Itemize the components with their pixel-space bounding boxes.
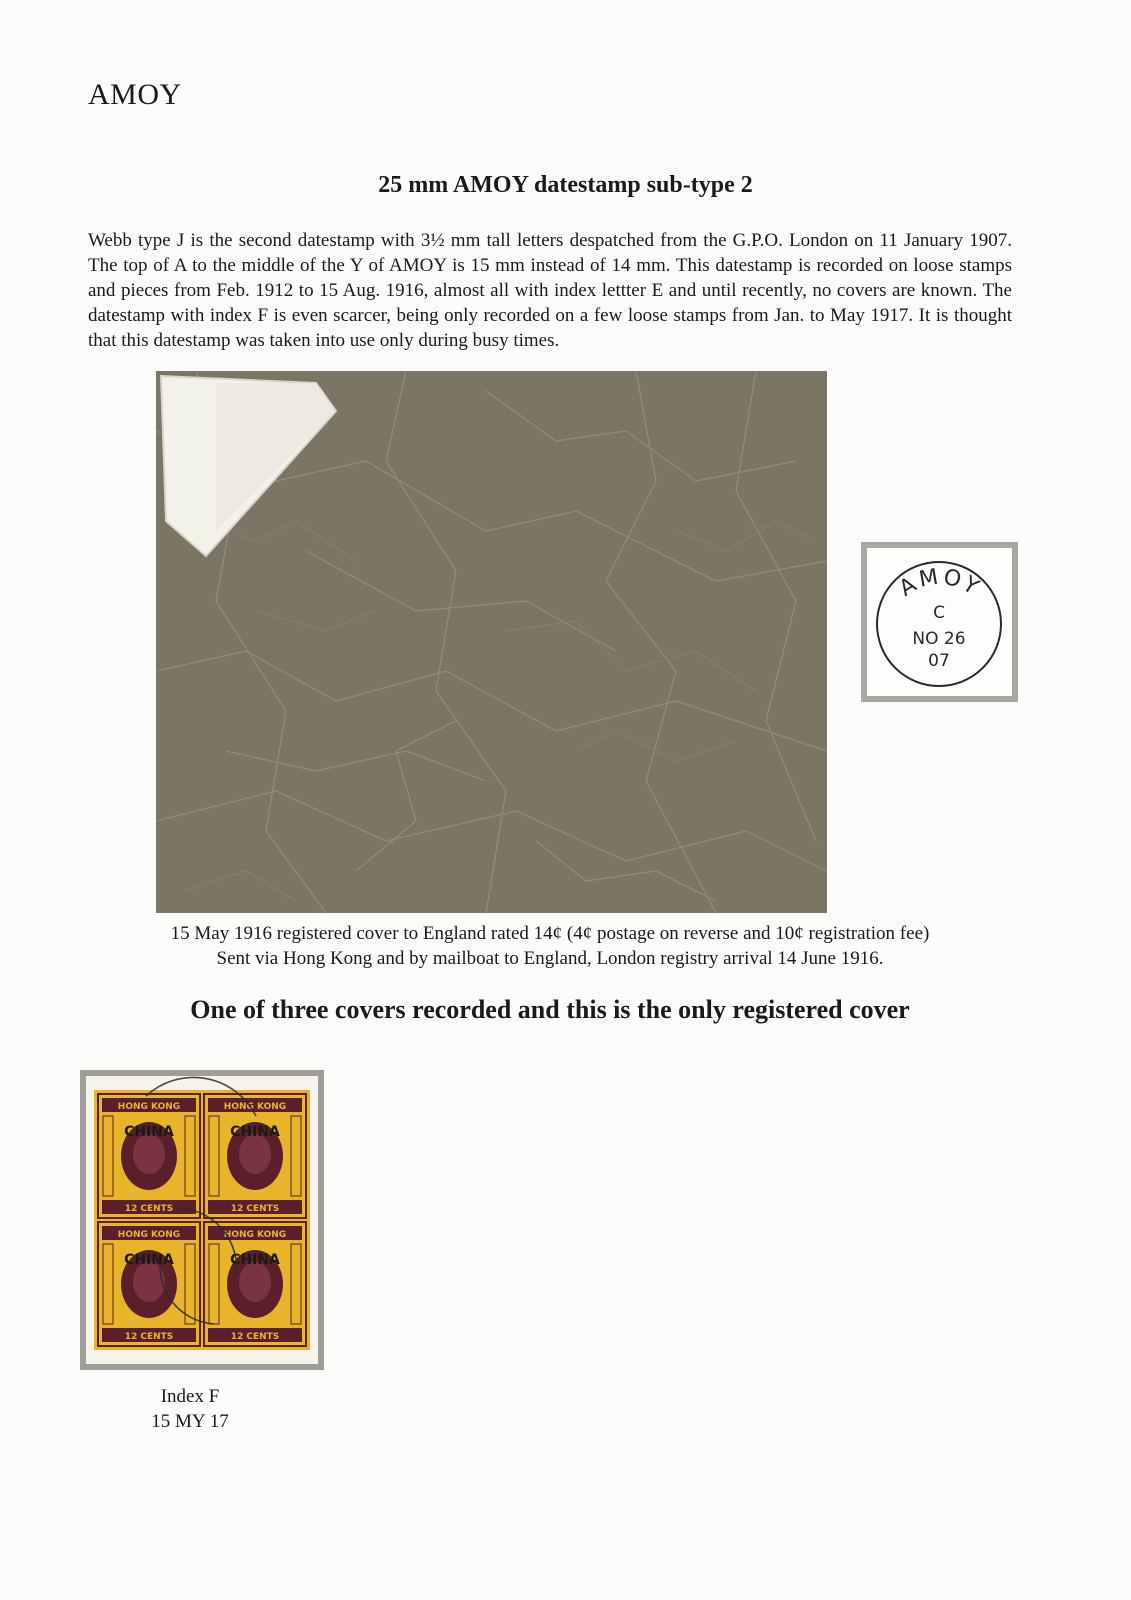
datestamp-image [861, 542, 1018, 702]
highlight-statement: One of three covers recorded and this is the only registered cover [190, 995, 910, 1024]
stamp-value-label: 12 CENTS [124, 1332, 174, 1342]
stamp-top-label: HONG KONG [117, 1102, 181, 1112]
stamp-top-label: HONG KONG [223, 1102, 287, 1112]
stamp-overprint: CHINA [124, 1252, 174, 1268]
stamp-caption [120, 1384, 260, 1434]
stamp-top-label: HONG KONG [223, 1230, 287, 1240]
cover-caption-line2: Sent via Hong Kong and by mailboat to England, London registry arrival 14 June 1916. [216, 948, 884, 969]
cover-image [156, 371, 827, 913]
datestamp-date: NO 26 [912, 629, 966, 649]
page-heading: AMOY [88, 78, 182, 111]
stamp-overprint: CHINA [124, 1124, 174, 1140]
stamp-value-label: 12 CENTS [230, 1332, 280, 1342]
stamp-caption-date: 15 MY 17 [151, 1411, 229, 1432]
cover-caption-line1: 15 May 1916 registered cover to England rated 14¢ (4¢ postage on reverse and 10¢ registration fee) [170, 923, 930, 944]
stamp-overprint: CHINA [230, 1252, 280, 1268]
stamp-overprint: CHINA [230, 1124, 280, 1140]
stamp-4 [204, 1222, 306, 1346]
stamp-value-label: 12 CENTS [124, 1204, 174, 1214]
stamp-top-label: HONG KONG [117, 1230, 181, 1240]
datestamp-year: 07 [928, 651, 950, 671]
stamp-1 [98, 1094, 200, 1218]
datestamp-town: AMOY [894, 564, 986, 602]
stamp-3 [98, 1222, 200, 1346]
stamp-block-image [80, 1070, 324, 1370]
cover-caption [0, 921, 1100, 971]
stamp-value-label: 12 CENTS [230, 1204, 280, 1214]
section-title: 25 mm AMOY datestamp sub-type 2 [378, 172, 753, 198]
intro-paragraph: Webb type J is the second datestamp with 3½ mm tall letters despatched from the G.P.O. London on 11 January 1907. The top of A to the middle of the Y of AMOY is 15 mm instead of 14 mm. This datestamp is recorded on loose stamps and pieces from Feb. 1912 to 15 Aug. 1916, almost all with index lettter E and until recently, no covers are known. The datestamp with index F is even scarcer, being only recorded on a few loose stamps from Jan. to May 1917. It is thought that this datestamp was taken into use only during busy times. [88, 230, 1012, 351]
datestamp-index: C [933, 603, 945, 623]
stamp-caption-index: Index F [160, 1386, 220, 1407]
